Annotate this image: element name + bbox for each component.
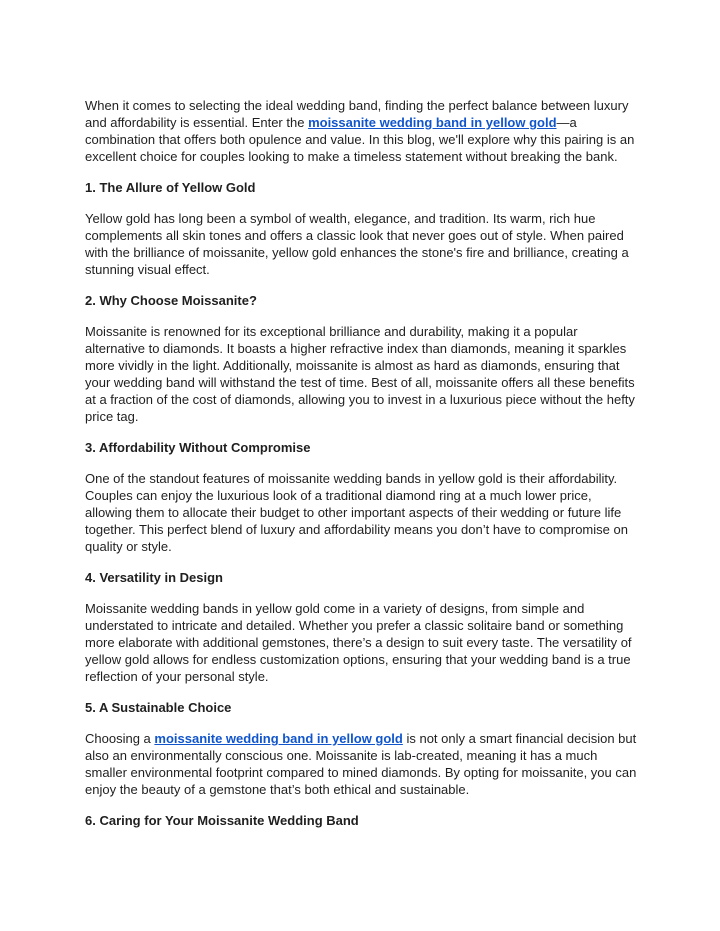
section-4-paragraph: Moissanite wedding bands in yellow gold come in a variety of designs, from simple and understated to intricate and detailed. Whether you prefer a classic solitaire band or something more elaborate with additional gemstones, there’s a design to suit every taste. The versatility of yellow gold allows for endless customization options, ensuring that your wedding band is a true reflection of your personal style. xyxy=(85,601,632,684)
section-3-heading: 3. Affordability Without Compromise xyxy=(85,440,311,455)
section-5-product-link[interactable]: moissanite wedding band in yellow gold xyxy=(154,731,403,746)
section-2-heading: 2. Why Choose Moissanite? xyxy=(85,293,257,308)
intro-text-start: When it comes to selecting the ideal wedding band, finding the perfect balance between luxury and affordability is essential. Enter the xyxy=(85,98,629,130)
intro-product-link[interactable]: moissanite wedding band in yellow gold xyxy=(308,115,557,130)
section-5-text-start: Choosing a xyxy=(85,731,155,746)
section-5-text-end: is not only a smart financial decision but also an environmentally conscious one. Moissanite is lab-created, meaning it has a much smaller environmental footprint compared to mined diamonds. By opting for moissanite, you can enjoy the beauty of a gemstone that’s both ethical and sustainable. xyxy=(85,731,637,797)
section-5-heading: 5. A Sustainable Choice xyxy=(85,700,232,715)
section-5-paragraph xyxy=(85,730,640,798)
section-4-heading: 4. Versatility in Design xyxy=(85,570,223,585)
section-6-heading: 6. Caring for Your Moissanite Wedding Band xyxy=(85,813,359,828)
section-2-paragraph: Moissanite is renowned for its exceptional brilliance and durability, making it a popular alternative to diamonds. It boasts a higher refractive index than diamonds, meaning it sparkles more vividly in the light. Additionally, moissanite is almost as hard as diamonds, ensuring that your wedding band will withstand the test of time. Best of all, moissanite offers all these benefits at a fraction of the cost of diamonds, allowing you to invest in a luxurious piece without the hefty price tag. xyxy=(85,324,635,424)
intro-paragraph xyxy=(85,97,640,165)
section-1-paragraph: Yellow gold has long been a symbol of wealth, elegance, and tradition. Its warm, rich hue complements all skin tones and offers a classic look that never goes out of style. When paired with the brilliance of moissanite, yellow gold enhances the stone's fire and brilliance, creating a stunning visual effect. xyxy=(85,211,629,277)
section-3-paragraph: One of the standout features of moissanite wedding bands in yellow gold is their affordability. Couples can enjoy the luxurious look of a traditional diamond ring at a much lower price, allowing them to allocate their budget to other important aspects of their wedding or future life together. This perfect blend of luxury and affordability means you don’t have to compromise on quality or style. xyxy=(85,471,628,554)
section-1-heading: 1. The Allure of Yellow Gold xyxy=(85,180,256,195)
intro-text-end: —a combination that offers both opulence and value. In this blog, we'll explore why this pairing is an excellent choice for couples looking to make a timeless statement without breaking the bank. xyxy=(85,115,635,164)
